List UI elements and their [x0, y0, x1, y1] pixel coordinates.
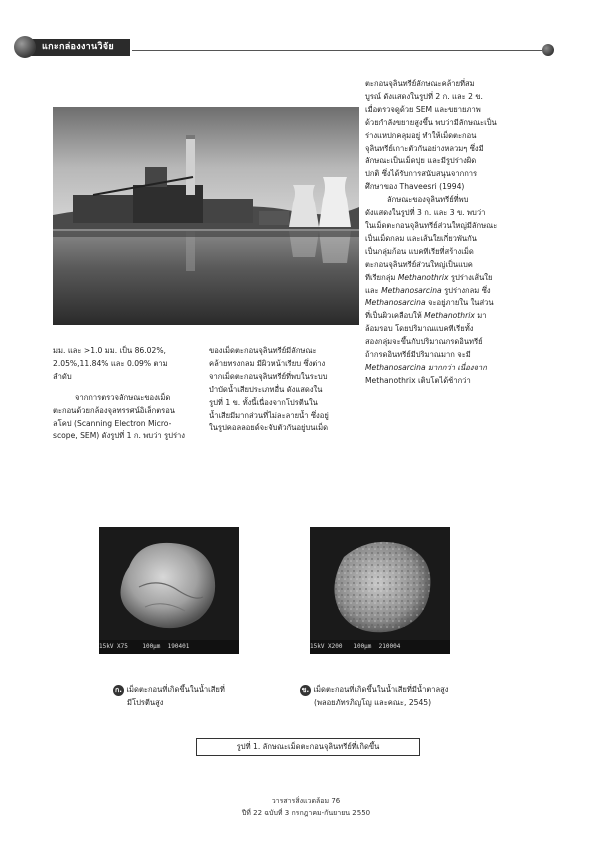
text-line: เป็นกลุ่มก้อน แบคทีเรียที่สร้างเม็ด [365, 246, 474, 256]
text-line: ของเม็ดตะกอนจุลินทรีย์มีลักษณะ [209, 346, 317, 355]
journal-name: วารสารสิ่งแวดล้อม [271, 797, 330, 805]
text-line: Methanosarcina มากกว่า เนื่องจาก [365, 362, 487, 372]
caption-line: เม็ดตะกอนที่เกิดขึ้นในน้ำเสียที่ [126, 685, 225, 694]
text-line: รูปที่ 1 ข. ทั้งนี้เนื่องจากโปรตีนใน [209, 397, 318, 407]
scale-bar-text: 15kV X200 100μm 210004 [310, 640, 450, 654]
text-line: ตะกอนจุลินทรีย์ลักษณะคล้ายที่สม [365, 79, 475, 88]
caption-line: เม็ดตะกอนที่เกิดขึ้นในน้ำเสียที่มีน้ำตาลสูง [313, 685, 449, 694]
caption-b [300, 683, 490, 709]
text-line: สองกลุ่มจะขึ้นกับปริมาณกรดอินทรีย์ [365, 337, 483, 347]
text-line: ดังแสดงในรูปที่ 3 ก. และ 3 ข. พบว่า [365, 208, 486, 218]
scale-bar-text: 15kV X75 100μm 190401 [99, 640, 239, 654]
text-line: ลักษณะเป็นเม็ดปุย และมีรูปร่างผิด [365, 156, 477, 166]
text-line: ถ้ากรดอินทรีย์มีปริมาณมาก จะมี [365, 350, 471, 360]
text-line: ลโคป (Scanning Electron Micro- [53, 418, 172, 428]
text-line: ในรูปคอลลอยด์จะจับตัวกันอยู่บนเม็ด [209, 423, 329, 433]
caption-badge: ก. [113, 685, 124, 696]
micrograph-a [99, 527, 239, 654]
text-line: จากการตรวจลักษณะของเม็ด [75, 392, 171, 402]
text-line: จุลินทรีย์เกาะตัวกันอย่างหลวมๆ ซึ่งมี [365, 143, 484, 153]
sphere-icon [14, 36, 36, 58]
text-line: scope, SEM) ดังรูปที่ 1 ก. พบว่า รูปร่าง [53, 431, 185, 441]
text-line: เมื่อตรวจดูด้วย SEM และขยายภาพ [365, 104, 481, 114]
left-column [53, 345, 199, 443]
figure-label [196, 738, 420, 756]
caption-a [113, 683, 263, 709]
right-column [365, 78, 545, 388]
text-line: ตะกอนจุลินทรีย์ส่วนใหญ่เป็นแบค [365, 259, 473, 269]
text-line: 2.05%,11.84% และ 0.09% ตาม [53, 358, 168, 368]
text-line: ที่เป็นผิวเคลือบให้ Methanothrix มา [365, 311, 487, 321]
text-line: ตะกอนด้วยกล้องจุลทรรศน์อิเล็กตรอน [53, 405, 175, 415]
section-header [28, 39, 130, 56]
text-line: และ Methanosarcina รูปร่างกลม ซึ่ง [365, 285, 491, 295]
text-line: ด้วยกำลังขยายสูงขึ้น พบว่ามีลักษณะเป็น [365, 117, 497, 127]
text-line: ร่างแหปกคลุมอยู่ ทำให้เม็ดตะกอน [365, 130, 477, 140]
issue-info: ปีที่ 22 ฉบับที่ 3 กรกฎาคม-กันยายน 2550 [241, 809, 371, 817]
text-line: ในเม็ดตะกอนจุลินทรีย์ส่วนใหญ่มีลักษณะ [365, 220, 498, 230]
figure-label-text: รูปที่ 1. ลักษณะเม็ดตะกอนจุลินทรีย์ที่เกิดขึ้น [236, 742, 380, 751]
text-line: ลักษณะของจุลินทรีย์ที่พบ [387, 195, 469, 205]
page-number: 76 [331, 797, 341, 805]
text-line: คล้ายทรงกลม มีผิวหน้าเรียบ ซึ่งต่าง [209, 358, 326, 368]
text-line: เป็นเม็ดกลม และเส้นใยเกี่ยวพันกัน [365, 233, 477, 243]
text-line: บำบัดน้ำเสียประเภทอื่น ดังแสดงใน [209, 384, 323, 394]
caption-line: (พลอยภัทรภิญโญ และคณะ, 2545) [314, 698, 432, 707]
text-line: ปกติ ซึ่งได้รับการสนับสนุนจากการ [365, 169, 478, 179]
section-title: แกะกล่องงานวิจัย [42, 42, 114, 52]
text-line: ลำดับ [53, 371, 72, 381]
header-rule [132, 50, 542, 51]
text-line: จากเม็ดตะกอนจุลินทรีย์ที่พบในระบบ [209, 371, 328, 381]
caption-line: มีโปรตีนสูง [127, 698, 164, 707]
power-plant-photo [53, 107, 359, 325]
text-line: ล้อมรอบ โดยปริมาณแบคทีเรียทั้ง [365, 324, 474, 334]
text-line: ทีเรียกลุ่ม Methanothrix รูปร่างเส้นใย [365, 272, 493, 282]
text-line: บูรณ์ ดังแสดงในรูปที่ 2 ก. และ 2 ข. [365, 91, 483, 101]
spacer [53, 384, 199, 392]
caption-badge: ข. [301, 685, 310, 694]
text-line: มม. และ >1.0 มม. เป็น 86.02%, [53, 346, 166, 355]
text-line: น้ำเสียมีมากส่วนที่ไม่ละลายน้ำ ซึ่งอยู่ [209, 410, 329, 420]
footer-journal [226, 796, 386, 807]
micrograph-b [310, 527, 450, 654]
text-line: Methanothrix เติบโตได้ช้ากว่า [365, 375, 471, 385]
middle-column [209, 345, 359, 435]
text-line: Methanosarcina จะอยู่ภายใน ในส่วน [365, 298, 494, 308]
sphere-icon [542, 44, 554, 56]
text-line: ศึกษาของ Thaveesri (1994) [365, 182, 465, 192]
footer-issue [226, 808, 386, 819]
